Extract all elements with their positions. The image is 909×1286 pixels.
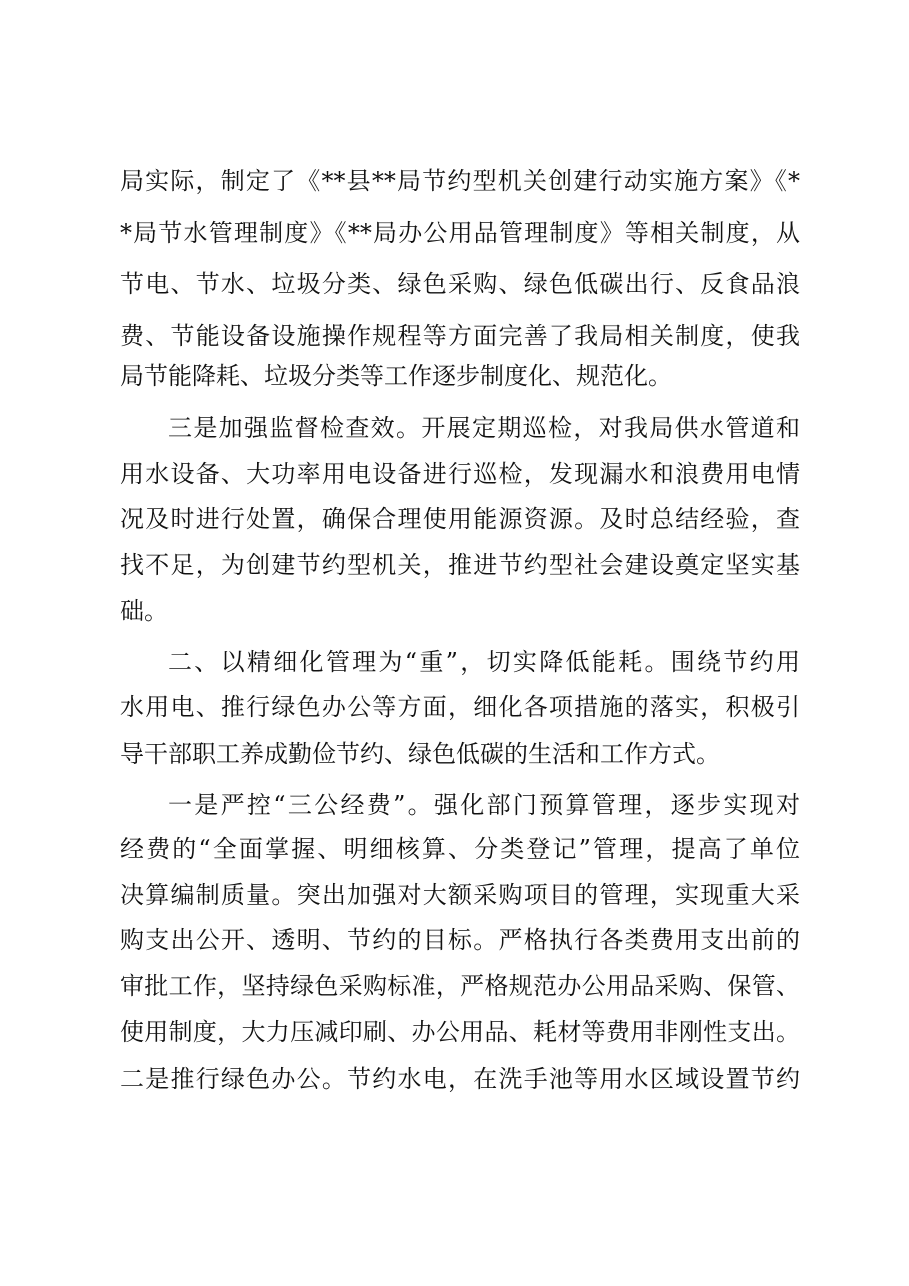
body-text-line: 购支出公开、透明、节约的目标。严格执行各类费用支出前的 [120, 926, 800, 954]
paragraph-first-line: 三是加强监督检查效。开展定期巡检，对我局供水管道和 [168, 414, 800, 442]
paragraph-first-line: 一是严控“三公经费”。强化部门预算管理，逐步实现对 [168, 791, 800, 819]
body-text-line: 经费的“全面掌握、明细核算、分类登记”管理，提高了单位 [120, 835, 800, 863]
body-text-line: 况及时进行处置，确保合理使用能源资源。及时总结经验，查 [120, 505, 800, 533]
body-text-line: 审批工作，坚持绿色采购标准，严格规范办公用品采购、保管、 [120, 972, 800, 1000]
body-text-line: 找不足，为创建节约型机关，推进节约型社会建设奠定坚实基 [120, 551, 800, 579]
body-text-line: *局节水管理制度》《**局办公用品管理制度》等相关制度，从 [120, 219, 800, 247]
body-text-line: 用水设备、大功率用电设备进行巡检，发现漏水和浪费用电情 [120, 460, 800, 488]
body-text-line: 节电、节水、垃圾分类、绿色采购、绿色低碳出行、反食品浪 [120, 270, 800, 298]
body-text-line: 局节能降耗、垃圾分类等工作逐步制度化、规范化。 [120, 362, 672, 390]
body-text-line: 导干部职工养成勤俭节约、绿色低碳的生活和工作方式。 [120, 740, 720, 768]
body-text-line: 决算编制质量。突出加强对大额采购项目的管理，实现重大采 [120, 881, 800, 909]
body-text-line: 费、节能设备设施操作规程等方面完善了我局相关制度，使我 [120, 322, 800, 350]
body-text-line: 二是推行绿色办公。节约水电，在洗手池等用水区域设置节约 [120, 1065, 800, 1093]
section-heading-line: 二、以精细化管理为“重”，切实降低能耗。围绕节约用 [168, 648, 800, 676]
body-text-line: 局实际，制定了《**县**局节约型机关创建行动实施方案》《* [120, 167, 800, 195]
body-text-line: 使用制度，大力压减印刷、办公用品、耗材等费用非刚性支出。 [120, 1018, 800, 1046]
body-text-line: 水用电、推行绿色办公等方面，细化各项措施的落实，积极引 [120, 693, 800, 721]
body-text-line: 础。 [120, 597, 168, 625]
